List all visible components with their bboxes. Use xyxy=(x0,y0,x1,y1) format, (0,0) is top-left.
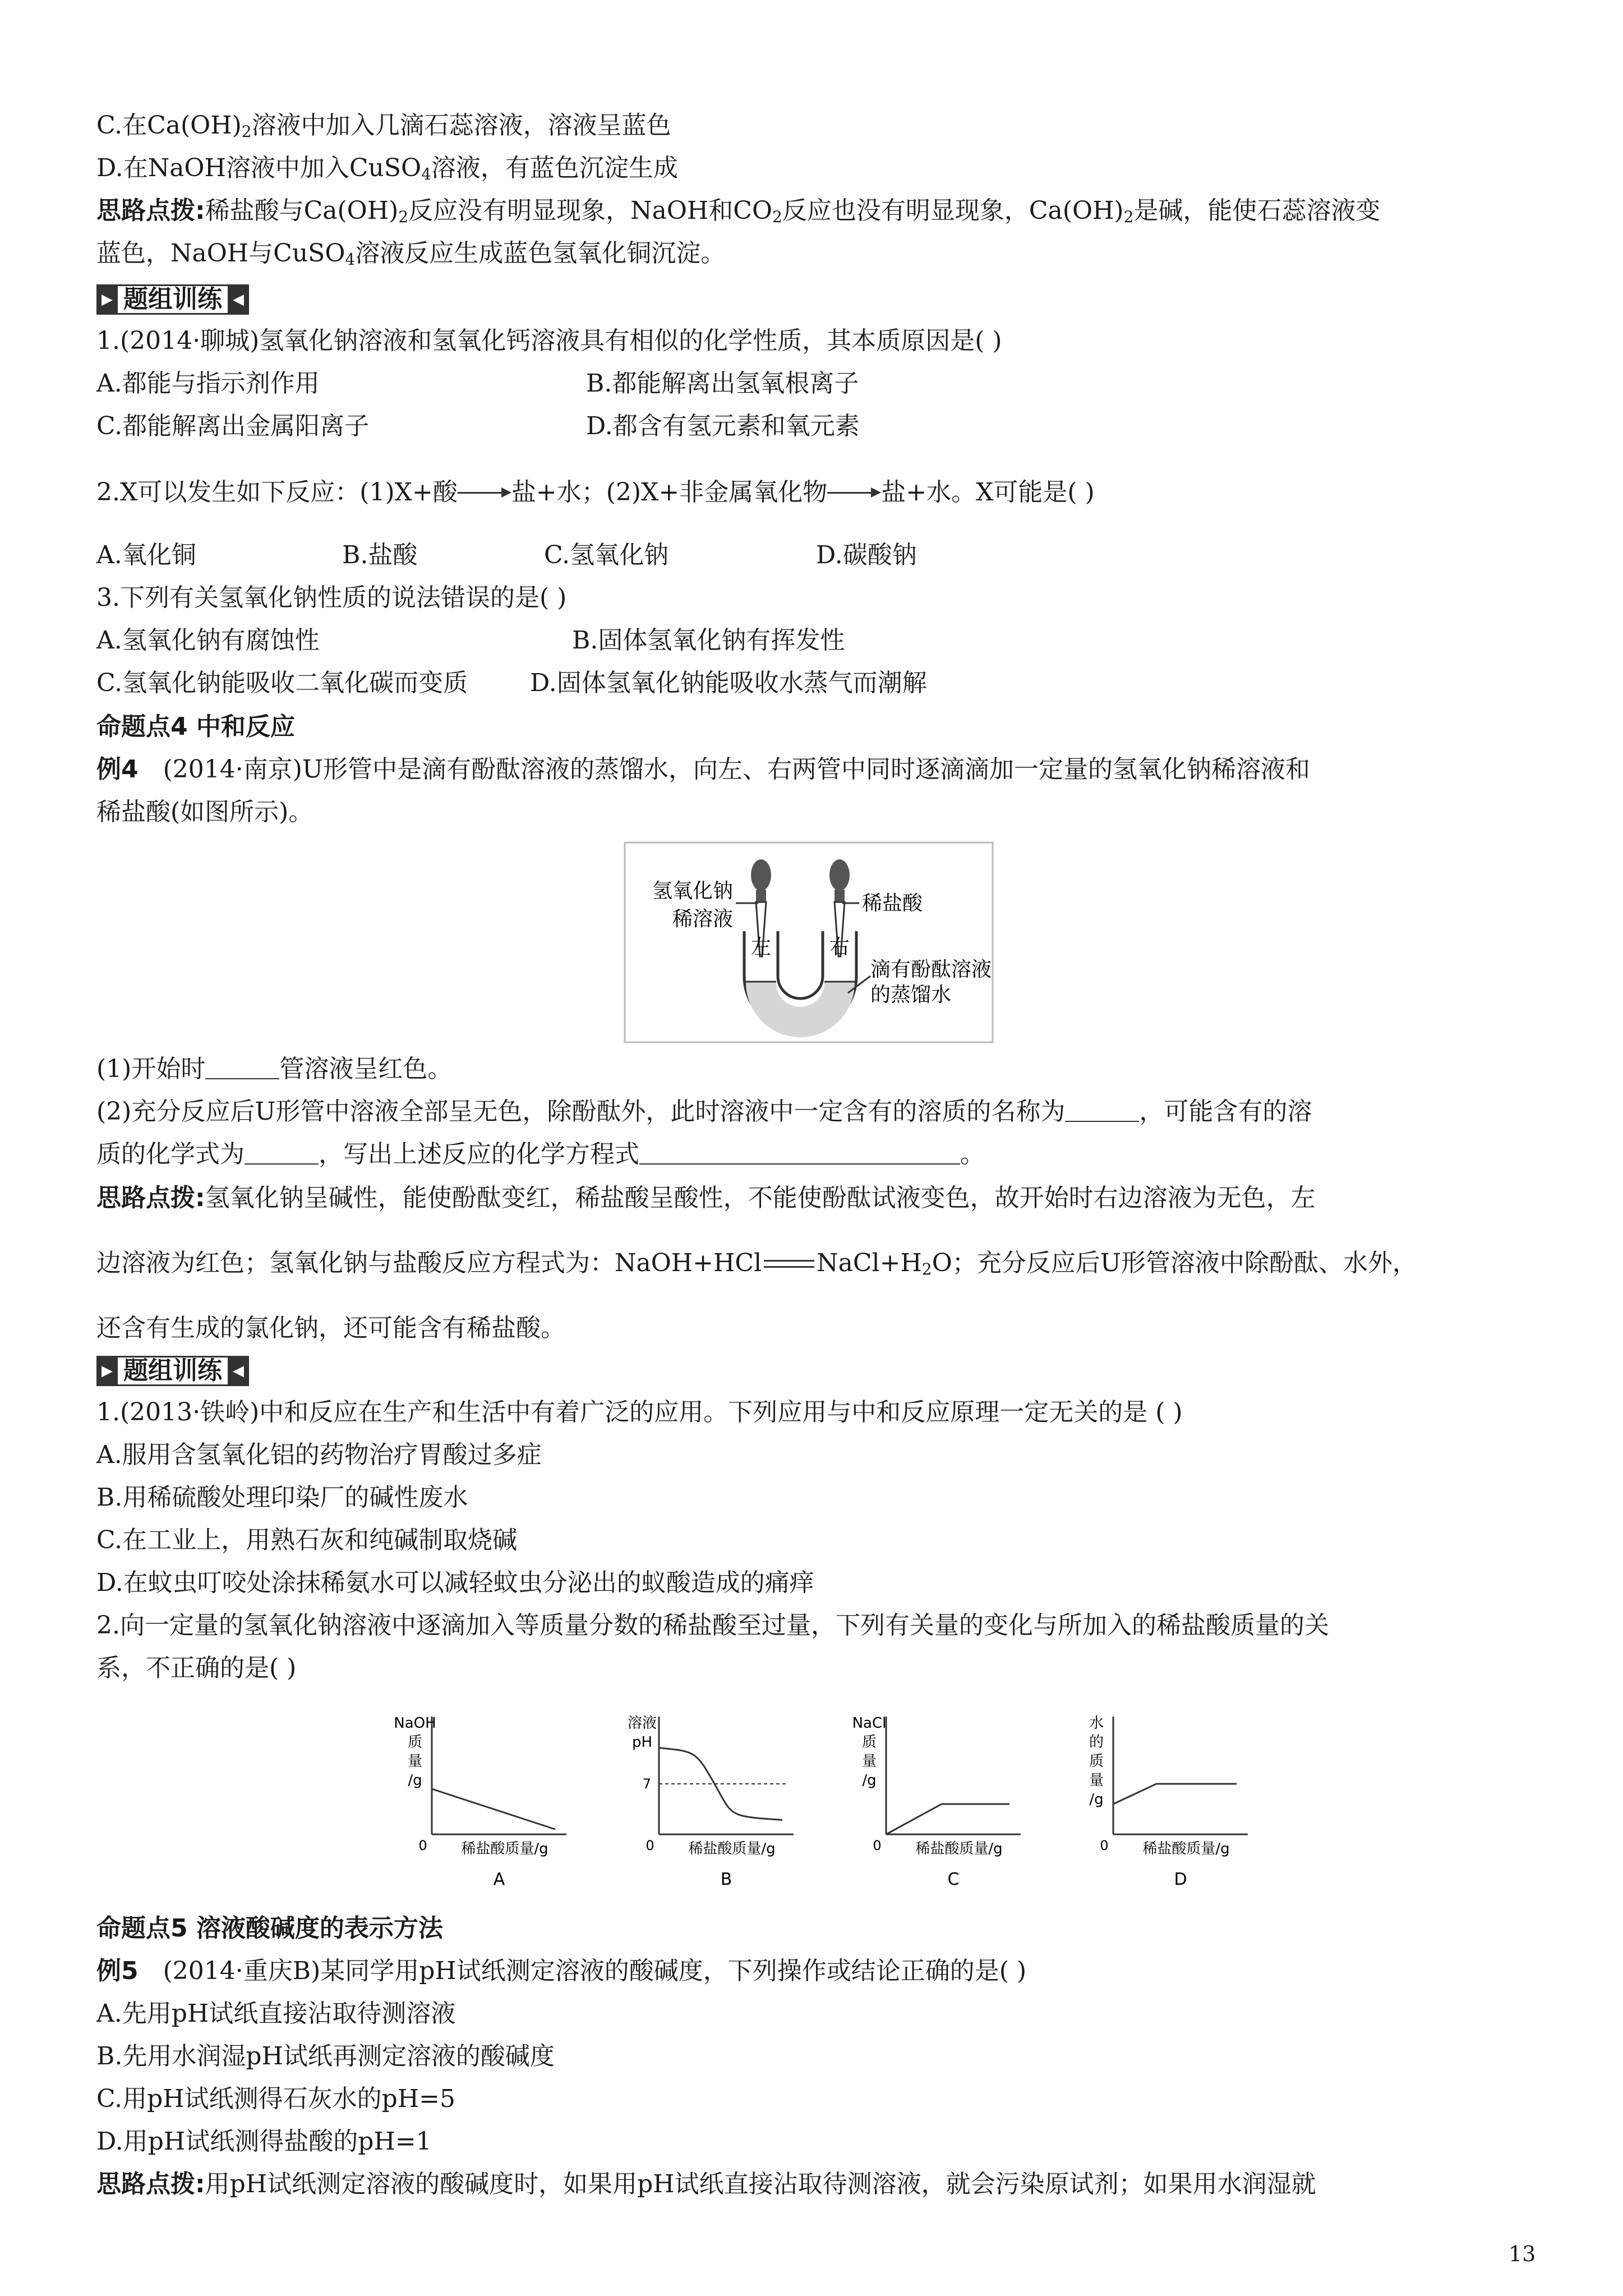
option: B.固体氢氧化钠有挥发性 xyxy=(572,626,845,655)
y-axis-label: 量 xyxy=(1089,1772,1104,1789)
hint-paragraph: 思路点拨:用pH试纸测定溶液的酸碱度时，如果用pH试纸直接沾取待测溶液，就会污染原试剂；如果用水润湿就 xyxy=(96,2170,1316,2198)
y-axis-label: NaCl xyxy=(852,1715,887,1732)
y-axis-label: 水 xyxy=(1089,1715,1104,1732)
option: D.用pH试纸测得盐酸的pH=1 xyxy=(96,2127,432,2156)
hint-paragraph-cont: 边溶液为红色；氢氧化钠与盐酸反应方程式为：NaOH+HCl $NaCl+H_2O$；充分反应后U形管溶液中除酚酞、水外， xyxy=(96,1249,1417,1278)
tick-label: 7 xyxy=(642,1776,651,1792)
y-axis-label: NaOH xyxy=(394,1715,436,1732)
option: C.在工业上，用熟石灰和纯碱制取烧碱 xyxy=(96,1526,518,1554)
question: 2.向一定量的氢氧化钠溶液中逐滴加入等质量分数的稀盐酸至过量，下列有关量的变化与所加入的稀盐酸质量的关 xyxy=(96,1611,1329,1640)
y-axis-label: 质 xyxy=(861,1734,877,1751)
equals-sign xyxy=(764,1260,814,1268)
y-axis-label: 量 xyxy=(407,1753,423,1770)
subquestion: (2)充分反应后U形管中溶液全部呈无色，除酚酞外，此时溶液中一定含有的溶质的名称为 ，可能含有的溶 xyxy=(96,1097,1312,1126)
subquestion: (1)开始时 管溶液呈红色。 xyxy=(96,1055,453,1083)
example-text-cont: 稀盐酸(如图所示)。 xyxy=(96,798,313,826)
arrow-icon xyxy=(827,487,881,498)
option: B.用稀硫酸处理印染厂的碱性废水 xyxy=(96,1483,468,1512)
hcl-label: 稀盐酸 xyxy=(862,892,923,915)
option: D.碳酸钠 xyxy=(816,541,917,569)
water-label-2: 的蒸馏水 xyxy=(870,983,952,1006)
origin-label: 0 xyxy=(645,1838,654,1853)
option: B.都能解离出氢氧根离子 xyxy=(586,369,859,398)
water-label: 滴有酚酞溶液 xyxy=(870,958,992,981)
answer-blank[interactable] xyxy=(245,1141,319,1165)
x-axis-label: 稀盐酸质量/g xyxy=(461,1841,548,1857)
option: B.先用水润湿pH试纸再测定溶液的酸碱度 xyxy=(96,2042,555,2070)
play-left-icon: ◀ xyxy=(228,284,249,315)
arrow-icon xyxy=(458,487,511,498)
play-left-icon: ◀ xyxy=(228,1356,249,1386)
origin-label: 0 xyxy=(873,1838,882,1853)
option: C.都能解离出金属阳离子 xyxy=(96,412,370,440)
y-axis-label: 质 xyxy=(407,1734,423,1751)
series-line xyxy=(1113,1784,1237,1804)
exercise-group-banner: ▶ 题组训练 ◀ xyxy=(96,284,249,315)
option-c: C.在$Ca(OH)_2$溶液中加入几滴石蕊溶液，溶液呈蓝色 xyxy=(96,111,671,141)
example-text: 例4 (2014·南京)U形管中是滴有酚酞溶液的蒸馏水，向左、右两管中同时逐滴滴加一定量的氢氧化钠稀溶液和 xyxy=(96,755,1310,784)
option: A.都能与指示剂作用 xyxy=(96,369,320,398)
option-d: D.在NaOH溶液中加入CuSO$_4$溶液，有蓝色沉淀生成 xyxy=(96,154,678,183)
x-axis-label: 稀盐酸质量/g xyxy=(688,1841,776,1857)
chart-letter: A xyxy=(493,1870,505,1889)
section-title: 命题点4 中和反应 xyxy=(96,712,295,741)
answer-blank[interactable] xyxy=(639,1141,960,1165)
answer-blank[interactable] xyxy=(205,1056,279,1079)
section-title: 命题点5 溶液酸碱度的表示方法 xyxy=(96,1914,443,1943)
question: 3.下列有关氢氧化钠性质的说法错误的是( ) xyxy=(96,583,567,612)
subquestion-cont: 质的化学式为 ，写出上述反应的化学方程式 。 xyxy=(96,1140,985,1168)
option: D.都含有氢元素和氧元素 xyxy=(586,412,860,440)
naoh-label: 氢氧化钠 xyxy=(652,880,733,903)
page-number: 13 xyxy=(1509,2242,1536,2266)
y-axis-label: 的 xyxy=(1089,1734,1104,1751)
series-line xyxy=(432,1789,555,1829)
series-line xyxy=(886,1804,1009,1834)
origin-label: 0 xyxy=(418,1838,427,1853)
chart-letter: C xyxy=(947,1870,960,1889)
question: 2.X可以发生如下反应：(1)X+酸 盐+水；(2)X+非金属氧化物 盐+水。X可能是( ) xyxy=(96,478,1095,507)
option: A.氧化铜 xyxy=(96,541,196,569)
naoh-label-2: 稀溶液 xyxy=(672,908,733,931)
play-right-icon: ▶ xyxy=(96,284,118,315)
question: 1.(2013·铁岭)中和反应在生产和生活中有着广泛的应用。下列应用与中和反应原理一定无关的是 ( ) xyxy=(96,1398,1183,1427)
y-axis-label: 量 xyxy=(861,1753,877,1770)
option: A.服用含氢氧化铝的药物治疗胃酸过多症 xyxy=(96,1441,542,1469)
hint-paragraph: 思路点拨:氢氧化钠呈碱性，能使酚酞变红，稀盐酸呈酸性，不能使酚酞试液变色，故开始时右边溶液为无色，左 xyxy=(96,1184,1316,1212)
chart-letter: B xyxy=(720,1870,732,1889)
option: A.氢氧化钠有腐蚀性 xyxy=(96,626,320,655)
question-cont: 系，不正确的是( ) xyxy=(96,1654,297,1682)
right-tube-label: 右 xyxy=(829,936,850,959)
exercise-group-banner: ▶ 题组训练 ◀ xyxy=(96,1356,249,1386)
option: D.在蚊虫叮咬处涂抹稀氨水可以减轻蚊虫分泌出的蚁酸造成的痛痒 xyxy=(96,1568,814,1597)
hint-paragraph-cont: 蓝色，NaOH与CuSO$_4$溶液反应生成蓝色氢氧化铜沉淀。 xyxy=(96,239,726,269)
option: C.氢氧化钠能吸收二氧化碳而变质 xyxy=(96,669,468,697)
answer-charts xyxy=(370,1700,1279,1896)
y-axis-label: /g xyxy=(408,1772,422,1789)
y-axis-label: 溶液 xyxy=(627,1715,657,1732)
option: C.用pH试纸测得石灰水的pH=5 xyxy=(96,2085,456,2113)
y-axis-label: 质 xyxy=(1089,1753,1104,1770)
origin-label: 0 xyxy=(1100,1838,1109,1853)
y-axis-label: pH xyxy=(631,1734,653,1751)
hint-paragraph-cont: 还含有生成的氯化钠，还可能含有稀盐酸。 xyxy=(96,1314,565,1342)
x-axis-label: 稀盐酸质量/g xyxy=(915,1841,1003,1857)
y-axis-label: /g xyxy=(862,1772,877,1789)
option: A.先用pH试纸直接沾取待测溶液 xyxy=(96,1999,456,2028)
question: 1.(2014·聊城)氢氧化钠溶液和氢氧化钙溶液具有相似的化学性质，其本质原因是( ) xyxy=(96,326,1002,355)
option: C.氢氧化钠 xyxy=(544,541,669,569)
option: B.盐酸 xyxy=(342,541,418,569)
x-axis-label: 稀盐酸质量/g xyxy=(1142,1841,1230,1857)
chart-letter: D xyxy=(1174,1870,1187,1889)
option: D.固体氢氧化钠能吸收水蒸气而潮解 xyxy=(530,669,927,697)
y-axis-label: /g xyxy=(1089,1791,1104,1808)
example-text: 例5 (2014·重庆B)某同学用pH试纸测定溶液的酸碱度，下列操作或结论正确的是( ) xyxy=(96,1957,1027,1985)
answer-blank[interactable] xyxy=(1065,1098,1139,1122)
u-tube-figure xyxy=(624,841,994,1043)
hint-paragraph: 思路点拨:稀盐酸与$Ca(OH)_2$反应没有明显现象，NaOH和$CO_2$反应也没有明显现象，$Ca(OH)_2$是碱，能使石蕊溶液变 xyxy=(96,196,1381,226)
left-tube-label: 左 xyxy=(750,936,772,959)
play-right-icon: ▶ xyxy=(96,1356,118,1386)
